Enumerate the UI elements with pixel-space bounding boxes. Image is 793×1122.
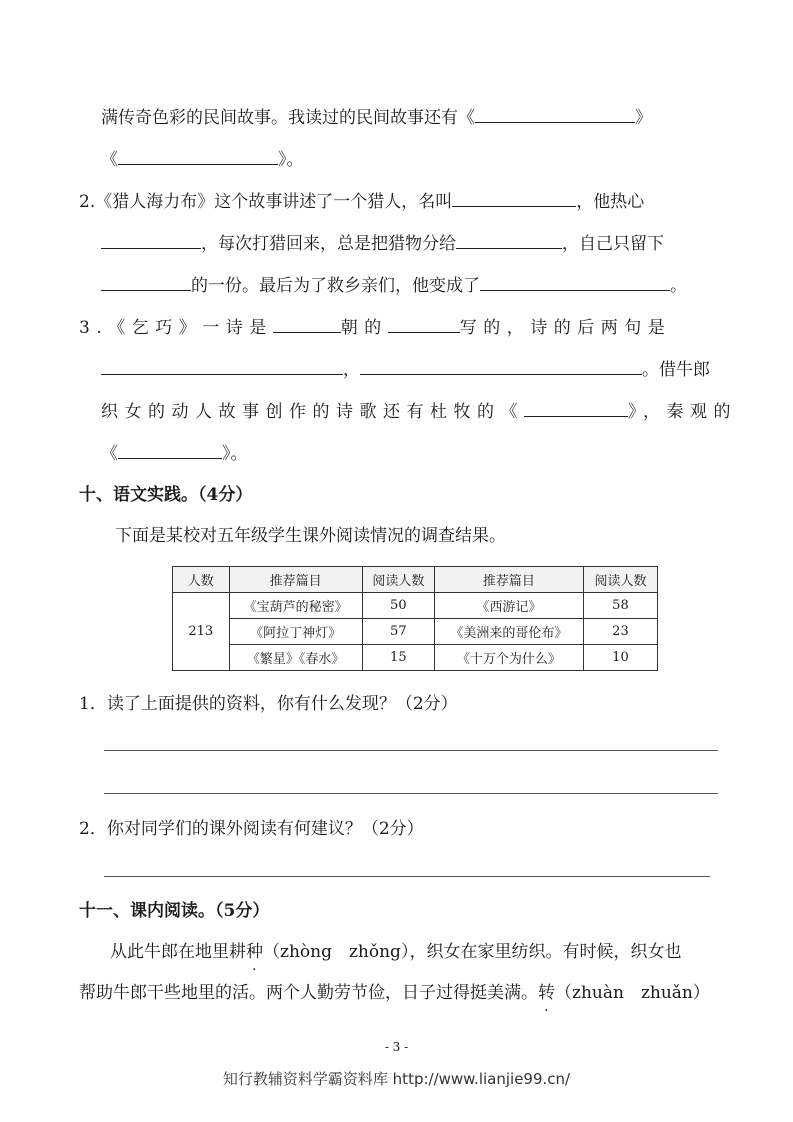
blank-hunter-name[interactable]: [452, 189, 576, 207]
dotted-char-zhong: 种: [246, 942, 263, 962]
table-cell: 《繁星》《春水》: [229, 645, 362, 671]
answer-line-q1-b[interactable]: [104, 793, 718, 794]
blank-dynasty[interactable]: [273, 315, 341, 333]
blank-became[interactable]: [480, 273, 670, 291]
q9-line1: 满传奇色彩的民间故事。我读过的民间故事还有《 》: [101, 105, 652, 130]
blank-helpful[interactable]: [101, 231, 201, 249]
blank-folk-story-2[interactable]: [118, 147, 278, 165]
table-cell: 15: [362, 645, 434, 671]
reading-survey-table: [172, 566, 658, 671]
table-row: [173, 619, 658, 645]
q3-line1: 3.《乞巧》一诗是 朝的 写的，诗的后两句是: [79, 315, 671, 340]
table-header: 人数: [173, 567, 230, 593]
total-count-cell: 213: [173, 593, 230, 671]
table-cell: 50: [362, 593, 434, 619]
footer-watermark: 知行教辅资料学霸资料库 http://www.lianjie99.cn/: [222, 1070, 571, 1088]
section11-title: 十一、课内阅读。（5分）: [79, 901, 270, 921]
table-cell: 《阿拉丁神灯》: [229, 619, 362, 645]
table-header: 推荐篇目: [229, 567, 362, 593]
answer-line-q2[interactable]: [104, 876, 710, 877]
blank-folk-story-1[interactable]: [475, 105, 635, 123]
dotted-char-zhuan: 转: [538, 983, 555, 1003]
section10-q1: 1．读了上面提供的资料，你有什么发现？（2分）: [79, 694, 458, 714]
blank-poet[interactable]: [388, 315, 460, 333]
table-cell: 23: [583, 619, 657, 645]
table-cell: 《西游记》: [434, 593, 583, 619]
table-cell: 《十万个为什么》: [434, 645, 583, 671]
section10-intro: 下面是某校对五年级学生课外阅读情况的调查结果。: [115, 526, 506, 546]
q3-line3: 织女的动人故事创作的诗歌还有杜牧的《 》，秦观的: [101, 399, 737, 424]
table-cell: 《美洲来的哥伦布》: [434, 619, 583, 645]
blank-poem-line-2[interactable]: [360, 357, 642, 375]
blank-poem-line-1[interactable]: [101, 357, 343, 375]
q9-line2: 《 》。: [101, 147, 304, 172]
blank-qinguan-poem[interactable]: [118, 441, 222, 459]
table-header: 阅读人数: [362, 567, 434, 593]
table-cell: 《宝葫芦的秘密》: [229, 593, 362, 619]
table-row: [173, 645, 658, 671]
section10-title: 十、语文实践。（4分）: [79, 485, 253, 505]
table-row: [173, 593, 658, 619]
table-cell: 57: [362, 619, 434, 645]
table-cell: 58: [583, 593, 657, 619]
q2-line1: 2.《猎人海力布》这个故事讲述了一个猎人，名叫 ，他热心: [79, 189, 644, 214]
q3-line4: 《 》。: [101, 441, 248, 466]
blank-share-to[interactable]: [456, 231, 562, 249]
table-header: 推荐篇目: [434, 567, 583, 593]
table-header-row: [173, 567, 658, 593]
section11-para-line2: 帮助牛郎干些地里的活。两个人勤劳节俭，日子过得挺美满。转（zhuàn zhuǎn）: [79, 983, 710, 1003]
section11-para-line1: 从此牛郎在地里耕种（zhòng zhǒng），织女在家里纺织。有时候，织女也: [110, 942, 682, 962]
blank-keep[interactable]: [101, 273, 191, 291]
blank-dumu-poem[interactable]: [524, 399, 628, 417]
section10-q2: 2．你对同学们的课外阅读有何建议？（2分）: [79, 819, 424, 839]
q2-line2: ，每次打猎回来，总是把猎物分给 ，自己只留下: [101, 231, 664, 256]
q3-line2: ， 。借牛郎: [101, 357, 710, 382]
q2-line3: 的一份。最后为了救乡亲们，他变成了 。: [101, 273, 687, 298]
table-header: 阅读人数: [583, 567, 657, 593]
page-number: - 3 -: [384, 1040, 409, 1054]
table-cell: 10: [583, 645, 657, 671]
answer-line-q1-a[interactable]: [104, 750, 718, 751]
